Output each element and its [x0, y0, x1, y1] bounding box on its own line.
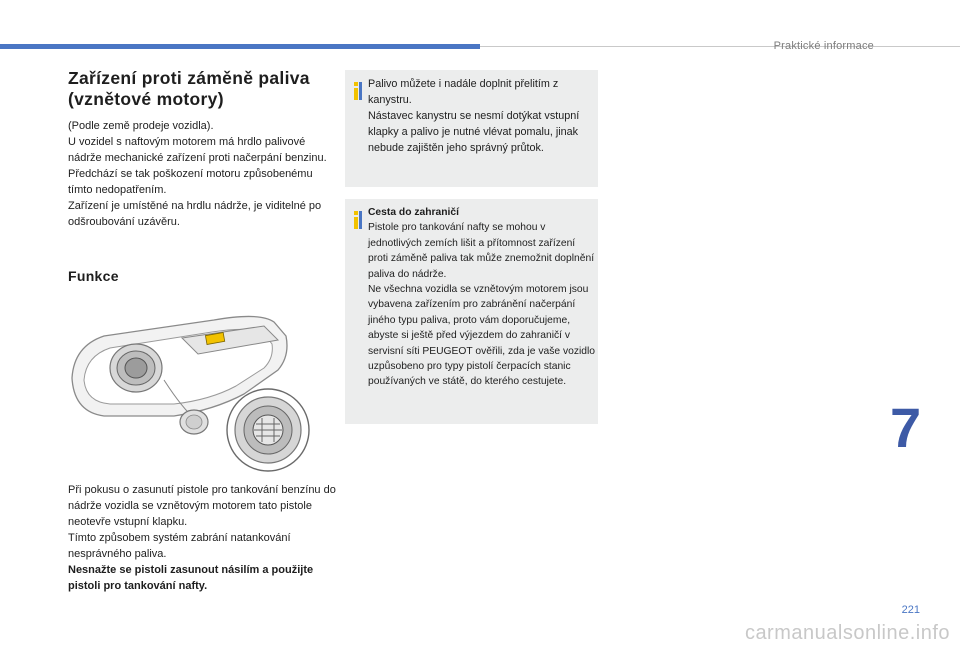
watermark: carmanualsonline.info: [744, 622, 950, 644]
header-accent-bar: [0, 44, 480, 49]
header-divider-line: [480, 46, 960, 47]
info-paragraph: Palivo můžete i nadále doplnit přelitím z kanystru.: [368, 78, 559, 106]
info-box-heading: Cesta do zahraničí: [368, 207, 459, 218]
intro-paragraph: (Podle země prodeje vozidla).: [68, 120, 214, 132]
info-box-travel-abroad: [345, 199, 598, 424]
section-heading-function: Funkce: [68, 268, 119, 284]
section-title: Praktické informace: [773, 40, 874, 52]
intro-paragraph: U vozidel s naftovým motorem má hrdlo palivové nádrže mechanické zařízení proti načerpání benzinu. Předchází se tak poškození motoru způsobenému tímto nedopatřením.: [68, 136, 327, 196]
info-box-refuel-from-can: [345, 70, 598, 187]
intro-text: [68, 118, 338, 230]
info-box-text: [368, 205, 596, 390]
function-text: [68, 482, 338, 594]
chapter-number: 7: [890, 396, 922, 459]
function-warning: Nesnažte se pistoli zasunout násilím a použijte pistoli pro tankování nafty.: [68, 564, 314, 592]
info-box-text: [368, 76, 596, 156]
page-number: 221: [901, 604, 920, 616]
function-paragraph: Tímto způsobem systém zabrání natankování nesprávného paliva.: [68, 532, 291, 560]
fuel-filler-illustration: [64, 298, 326, 474]
info-paragraph: Ne všechna vozidla se vznětovým motorem jsou vybavena zařízením pro zabránění načerpání jiného typu paliva, proto vám doporučujeme, abyste si ještě před výjezdem do zahraničí v servisní síti PEUGEOT ověřili, zda je vaše vozidlo uzpůsobeno pro typy pistolí čerpacích stanic používaných ve státě, do kterého cestujete.: [368, 284, 595, 388]
intro-paragraph: Zařízení je umístěné na hrdlu nádrže, je viditelné po odšroubování uzávěru.: [68, 200, 322, 228]
function-paragraph: Při pokusu o zasunutí pistole pro tankování benzínu do nádrže vozidla se vznětovým motorem tato pistole neotevře vstupní klapku.: [68, 484, 336, 528]
info-paragraph: Nástavec kanystru se nesmí dotýkat vstupní klapky a palivo je nutné vlévat pomalu, jinak nebude zajištěn jeho správný průtok.: [368, 110, 580, 154]
info-icon: [354, 82, 368, 100]
info-paragraph: Pistole pro tankování nafty se mohou v jednotlivých zemích lišit a přítomnost zařízení proti záměně paliva tak může znemožnit doplnění paliva do nádrže.: [368, 222, 595, 280]
info-icon: [354, 211, 368, 229]
page-title: Zařízení proti záměně paliva (vznětové motory): [68, 68, 310, 109]
